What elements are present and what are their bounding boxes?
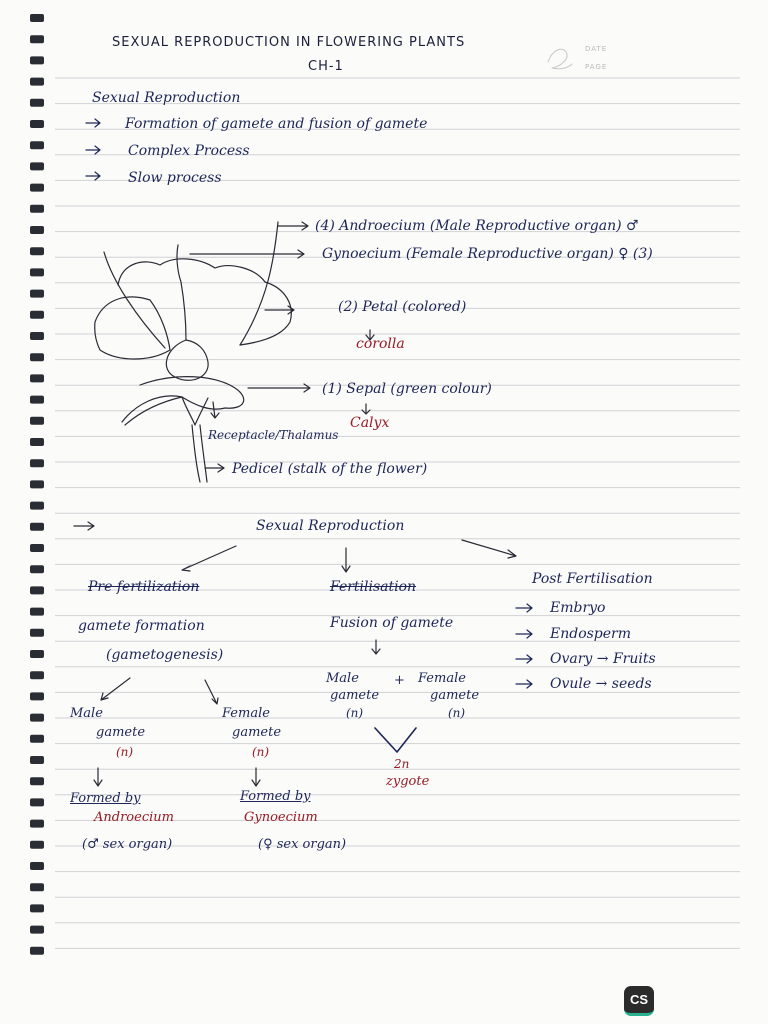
post-item: Embryo	[550, 600, 606, 616]
flower-receptacle	[182, 397, 208, 425]
post-fertilisation-title: Post Fertilisation	[532, 571, 653, 587]
flower-pedicel-2	[200, 425, 207, 482]
intro-heading: Sexual Reproduction	[92, 90, 241, 106]
chapter-label: CH-1	[308, 59, 344, 74]
fert-female-label: gamete	[430, 688, 480, 703]
page-title: SEXUAL REPRODUCTION IN FLOWERING PLANTS	[112, 35, 466, 50]
receptacle-label: Receptacle/Thalamus	[208, 428, 339, 442]
pre-fertilization-title: Pre fertilization	[88, 579, 200, 595]
post-item: Ovary → Fruits	[550, 651, 656, 667]
plus-sign: +	[394, 673, 405, 688]
female-organ: Gynoecium	[244, 810, 318, 825]
male-sex-organ: (♂ sex organ)	[82, 837, 173, 852]
date-label: DATE	[585, 45, 608, 53]
flower-petal-top	[118, 259, 291, 345]
fert-male-label: Male	[326, 671, 359, 686]
calyx-label: Calyx	[350, 415, 390, 431]
page-label: PAGE	[585, 63, 608, 71]
fert-male-ploidy: (n)	[346, 706, 364, 720]
female-formed-by: Formed by	[240, 789, 311, 804]
female-gamete-label: Female	[222, 706, 270, 721]
male-organ: Androecium	[94, 810, 174, 825]
male-formed-by: Formed by	[70, 791, 141, 806]
male-gamete-label: Male	[70, 706, 103, 721]
post-item: Ovule → seeds	[550, 676, 652, 692]
flowchart-root: Sexual Reproduction	[256, 518, 405, 534]
corolla-label: corolla	[356, 336, 405, 352]
flower-right-stamen	[240, 222, 278, 345]
gamete-formation: gamete formation	[78, 618, 205, 634]
male-gamete-label: gamete	[96, 725, 146, 740]
intro-point: Complex Process	[128, 143, 250, 159]
fert-female-label: Female	[418, 671, 466, 686]
male-ploidy: (n)	[116, 745, 134, 759]
post-item: Endosperm	[550, 626, 632, 642]
fert-male-label: gamete	[330, 688, 380, 703]
female-gamete-label: gamete	[232, 725, 282, 740]
sepal-label: (1) Sepal (green colour)	[322, 381, 492, 397]
gynoecium-label: Gynoecium (Female Reproductive organ) ♀ (3)	[322, 246, 653, 262]
intro-point: Formation of gamete and fusion of gamete	[125, 116, 428, 132]
flower-pedicel	[192, 425, 200, 482]
flower-left-stamen	[104, 252, 165, 348]
fert-female-ploidy: (n)	[448, 706, 466, 720]
flower-ovary	[166, 340, 208, 380]
flower-diagram	[95, 222, 292, 482]
gametogenesis: (gametogenesis)	[106, 647, 224, 663]
fusion-of-gamete: Fusion of gamete	[330, 615, 454, 631]
logo-stamp	[548, 49, 572, 69]
androecium-label: (4) Androecium (Male Reproductive organ) ♂	[315, 218, 639, 234]
intro-point: Slow process	[128, 170, 222, 186]
zygote-ploidy: 2n	[394, 757, 410, 771]
fertilisation-title: Fertilisation	[330, 579, 417, 595]
flower-sepal-lower	[125, 377, 244, 425]
zygote-label: zygote	[386, 774, 430, 789]
petal-label: (2) Petal (colored)	[338, 299, 467, 315]
female-ploidy: (n)	[252, 745, 270, 759]
camscanner-badge: CS	[624, 986, 654, 1016]
pedicel-label: Pedicel (stalk of the flower)	[232, 461, 428, 477]
female-sex-organ: (♀ sex organ)	[258, 837, 347, 852]
